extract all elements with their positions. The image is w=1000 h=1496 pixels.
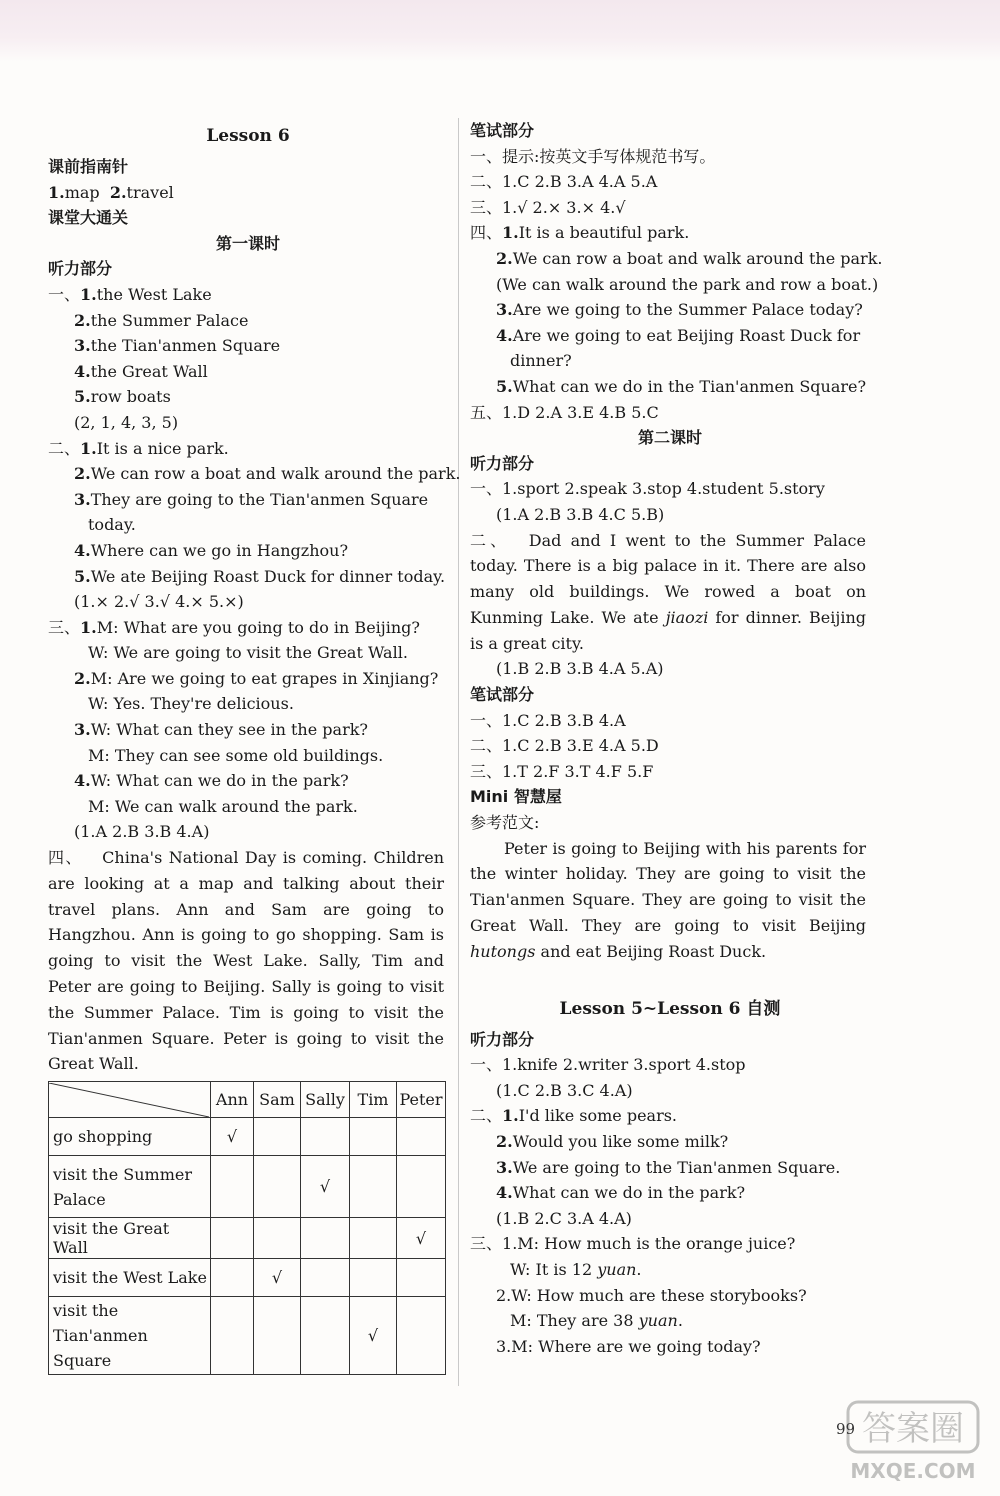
written-heading: 笔试部分 <box>470 685 535 705</box>
q3-item: 4.W: What can we do in the park? <box>74 771 349 791</box>
listening-heading: 听力部分 <box>470 453 535 473</box>
plans-table <box>48 1081 446 1375</box>
l2-answer: (1.B 2.B 3.B 4.A 5.A) <box>496 659 664 679</box>
column-header: Tim <box>350 1082 397 1118</box>
q3-answer: (1.A 2.B 3.B 4.A) <box>74 822 210 842</box>
table-row <box>49 1118 446 1156</box>
check-cell <box>397 1297 446 1375</box>
q2-item: 3.They are going to the Tian'anmen Square <box>74 489 429 509</box>
check-cell: √ <box>301 1156 350 1218</box>
q2-item: 4.Where can we go in Hangzhou? <box>74 540 349 560</box>
q3-item: W: Yes. They're delicious. <box>88 694 294 714</box>
class-heading: 课堂大通关 <box>48 208 129 228</box>
column-header: Sally <box>301 1082 350 1118</box>
s1-answer: (1.C 2.B 3.C 4.A) <box>496 1080 633 1100</box>
x3-line: 三、1.T 2.F 3.T 4.F 5.F <box>470 761 654 781</box>
s2-item: 2.Would you like some milk? <box>496 1132 729 1151</box>
x1-line: 一、1.C 2.B 3.B 4.A <box>470 710 626 730</box>
header-band <box>0 0 1000 62</box>
q3-item: M: We can walk around the park. <box>88 796 358 816</box>
q3-item: 3.W: What can they see in the park? <box>74 720 368 740</box>
check-cell <box>254 1297 301 1375</box>
s3-item: 2.W: How much are these storybooks? <box>496 1285 807 1305</box>
q2-item: today. <box>88 515 136 535</box>
lesson-title: Lesson 6 <box>206 126 290 146</box>
w4-item: 四、1.It is a beautiful park. <box>470 223 690 243</box>
s2-item: 3.We are going to the Tian'anmen Square. <box>496 1157 841 1177</box>
sample-label: 参考范文: <box>470 813 540 833</box>
check-cell: √ <box>397 1218 446 1259</box>
q1-item: 一、1.the West Lake <box>48 284 212 304</box>
check-cell <box>211 1259 254 1297</box>
row-label: visit the Tian'anmen Square <box>49 1297 211 1375</box>
q3-item: 三、1.M: What are you going to do in Beijing? <box>48 617 420 637</box>
row-label: visit the Great Wall <box>49 1218 211 1259</box>
w4-item: 3.Are we going to the Summer Palace today? <box>496 300 863 320</box>
pre-class-heading: 课前指南针 <box>48 157 129 176</box>
q4-passage: 四、 China's National Day is coming. Children are looking at a map and talking about their travel plans. Ann and Sam are going to Hangzhou. Ann is going to go shopping. Sam is going to visit the West Lake. Sally, Tim and Peter are going to Beijing. Sally is going to visit the Summer Palace. Tim is going to visit the Tian'anmen Square. Peter is going to visit the Great Wall. <box>48 848 444 1074</box>
q2-item: 2.We can row a boat and walk around the park. <box>74 464 461 484</box>
check-cell <box>254 1156 301 1218</box>
column-divider <box>458 118 459 1386</box>
w2-line: 二、1.C 2.B 3.A 4.A 5.A <box>470 172 658 192</box>
column-header: Ann <box>211 1082 254 1118</box>
check-cell: √ <box>211 1118 254 1156</box>
check-cell <box>350 1259 397 1297</box>
q1-item: 2.the Summer Palace <box>74 310 249 330</box>
svg-text:MXQE.COM: MXQE.COM <box>850 1459 976 1483</box>
pre-class-answers: 1.map 2.travel <box>48 182 174 202</box>
s1-line: 一、1.knife 2.writer 3.sport 4.stop <box>470 1055 746 1075</box>
q2-item: 5.We ate Beijing Roast Duck for dinner today. <box>74 566 446 586</box>
w4-item: 4.Are we going to eat Beijing Roast Duck for <box>496 325 861 345</box>
x2-line: 二、1.C 2.B 3.E 4.A 5.D <box>470 736 659 756</box>
check-cell <box>211 1156 254 1218</box>
l2-passage: 二、 Dad and I went to the Summer Palace today. There is a big palace in it. There are also many old buildings. We rowed a boat on Kunming Lake. We ate jiaozi for dinner. Beijing is a great city. <box>470 530 866 653</box>
w4-item: 2.We can row a boat and walk around the park. <box>496 248 883 268</box>
check-cell <box>397 1259 446 1297</box>
check-cell: √ <box>350 1297 397 1375</box>
q1-answer: (2, 1, 4, 3, 5) <box>74 412 179 432</box>
check-cell: √ <box>254 1259 301 1297</box>
svg-text:答案圈: 答案圈 <box>862 1409 964 1449</box>
mini-heading: Mini 智慧屋 <box>470 787 562 807</box>
s3-item: W: It is 12 yuan. <box>510 1259 642 1279</box>
self-test-title: Lesson 5~Lesson 6 自测 <box>559 998 781 1019</box>
left-column <box>48 118 461 1375</box>
check-cell <box>397 1156 446 1218</box>
sample-essay: Peter is going to Beijing with his parents for the winter holiday. They are going to visit the Tian'anmen Square. They are going to visit the Great Wall. They are going to visit Beijing hutongs and eat Beijing Roast Duck. <box>470 838 866 961</box>
w1-line: 一、提示:按英文手写体规范书写。 <box>470 146 716 166</box>
listening-heading: 听力部分 <box>470 1029 535 1049</box>
period-1-heading: 第一课时 <box>215 233 280 253</box>
table-row <box>49 1297 446 1375</box>
w3-line: 三、1.√ 2.× 3.× 4.√ <box>470 197 626 217</box>
w4-item: 5.What can we do in the Tian'anmen Square? <box>496 376 867 396</box>
check-cell <box>301 1297 350 1375</box>
check-cell <box>350 1156 397 1218</box>
q1-item: 3.the Tian'anmen Square <box>74 336 281 356</box>
check-cell <box>397 1118 446 1156</box>
row-label: go shopping <box>49 1118 211 1156</box>
check-cell <box>254 1118 301 1156</box>
table-row <box>49 1259 446 1297</box>
s3-item: M: They are 38 yuan. <box>510 1311 683 1331</box>
column-header: Peter <box>397 1082 446 1118</box>
check-cell <box>211 1297 254 1375</box>
l1-answer: (1.A 2.B 3.B 4.C 5.B) <box>496 504 665 524</box>
row-label: visit the West Lake <box>49 1259 211 1297</box>
q3-item: M: They can see some old buildings. <box>88 745 384 765</box>
check-cell <box>301 1118 350 1156</box>
right-column <box>470 118 883 1359</box>
page-number: 99 <box>836 1420 856 1438</box>
table-row <box>49 1156 446 1218</box>
check-cell <box>350 1118 397 1156</box>
l1-line: 一、1.sport 2.speak 3.stop 4.student 5.story <box>470 479 825 499</box>
table-row <box>49 1218 446 1259</box>
check-cell <box>211 1218 254 1259</box>
watermark-logo <box>838 1396 988 1486</box>
s2-answer: (1.B 2.C 3.A 4.A) <box>496 1208 632 1228</box>
q1-item: 5.row boats <box>74 387 171 407</box>
q2-answer: (1.× 2.√ 3.√ 4.× 5.×) <box>74 592 244 612</box>
s2-item: 二、1.I'd like some pears. <box>470 1106 678 1126</box>
check-cell <box>350 1218 397 1259</box>
check-cell <box>301 1259 350 1297</box>
s3-item: 3.M: Where are we going today? <box>496 1336 761 1356</box>
q3-item: W: We are going to visit the Great Wall. <box>88 643 408 663</box>
s2-item: 4.What can we do in the park? <box>496 1183 746 1203</box>
w4-item: dinner? <box>510 351 572 371</box>
row-label: visit the Summer Palace <box>49 1156 211 1218</box>
column-header: Sam <box>254 1082 301 1118</box>
q3-item: 2.M: Are we going to eat grapes in Xinjiang? <box>74 668 439 688</box>
table-corner <box>49 1082 211 1118</box>
listening-heading: 听力部分 <box>48 259 113 279</box>
check-cell <box>301 1218 350 1259</box>
q1-item: 4.the Great Wall <box>74 361 208 381</box>
period-2-heading: 第二课时 <box>637 428 702 448</box>
s3-item: 三、1.M: How much is the orange juice? <box>470 1234 796 1254</box>
check-cell <box>254 1218 301 1259</box>
w5-line: 五、1.D 2.A 3.E 4.B 5.C <box>470 402 659 422</box>
q2-item: 二、1.It is a nice park. <box>48 438 229 458</box>
w4-item: (We can walk around the park and row a boat.) <box>496 274 879 294</box>
written-heading: 笔试部分 <box>470 121 535 140</box>
